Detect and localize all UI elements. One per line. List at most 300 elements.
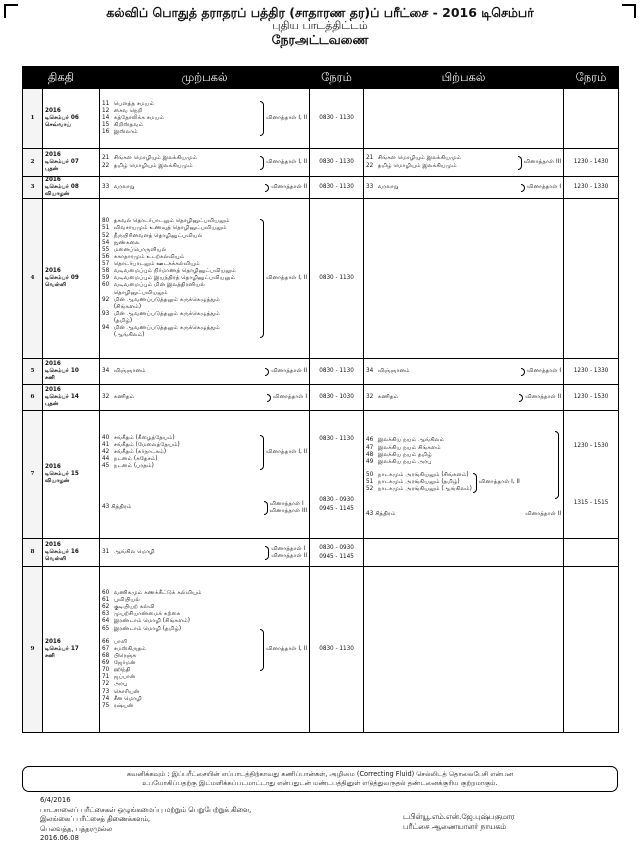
subject-code: 52 <box>102 232 110 239</box>
subject-item <box>102 155 197 162</box>
subject-code: 40 <box>102 434 110 441</box>
subject-item <box>102 653 146 660</box>
afternoon-subjects <box>364 567 564 733</box>
morning-time <box>310 149 364 177</box>
paper-label-b: வினாத்தாள் II <box>271 552 308 559</box>
subject-item <box>366 472 472 479</box>
subject-name: தமிழ் மொழியும் இலக்கியமும் <box>113 162 193 169</box>
subject-code: 72 <box>102 681 110 688</box>
timetable-row <box>23 89 619 149</box>
date-year: 2016 <box>45 387 61 394</box>
morning-group <box>102 182 307 194</box>
morning-subjects <box>100 199 310 359</box>
afternoon-subjects <box>364 199 564 359</box>
notice-line-1: கவனிக்கவும் : இப்பரீட்சையின் எப்பாடத்திற்காவது கணிப்பான்கள், அழிமை (Correcting Fluid) செல்லிடத் தொலைபேசி என்பன <box>126 770 514 778</box>
afternoon-paper <box>520 368 561 376</box>
subject-item <box>102 282 236 289</box>
time-slot: 1230 - 1330 <box>573 368 609 375</box>
subject-item <box>102 626 202 633</box>
date-month-day: டிசெம்பர் 09 <box>45 275 79 282</box>
office-line-2: இலங்கைப் பரீட்சைத் திணைக்களம், <box>40 815 151 824</box>
subject-code: 73 <box>102 688 110 695</box>
paper-label: வினாத்தாள் I, II <box>266 114 308 121</box>
subject-item <box>102 646 146 653</box>
subject-name: புவியியல் <box>113 597 140 603</box>
subject-item <box>102 549 155 556</box>
afternoon-subjects <box>364 89 564 149</box>
subject-name: நீருயிரினவளத் தொழினுட்பவியல் <box>113 232 203 239</box>
col-header-date: திகதி <box>23 67 100 89</box>
morning-extra <box>102 499 307 517</box>
extra-paper <box>263 501 307 515</box>
subject-code: 33 <box>366 183 374 190</box>
subject-name: சமஸ்கிருதம் <box>113 645 146 652</box>
subject-name: வரலாறு <box>113 183 135 190</box>
subject-code: 46 <box>366 437 374 444</box>
afternoon-group <box>366 366 561 378</box>
time-slot: 1230 - 1530 <box>573 442 609 449</box>
subject-code: 34 <box>102 367 110 374</box>
subject-item <box>102 225 236 232</box>
office-line-1: பாடசாலைப் பரீட்சைகள் ஒழுங்கமைப்பு மற்றும் பெறுபேற்றுக் கிளை, <box>40 805 252 814</box>
subject-code: 56 <box>102 253 110 260</box>
subject-code: 42 <box>102 449 110 456</box>
brace-mark <box>521 368 525 376</box>
subject-code: 31 <box>102 548 110 555</box>
morning-subjects <box>100 539 310 567</box>
col-header-time-morning: நேரம் <box>310 67 364 89</box>
subject-code: 63 <box>102 611 110 618</box>
afternoon-subjects <box>364 177 564 199</box>
subject-name: விவசாயமும் உணவுத் தொழினுட்பவியலும் <box>113 225 227 232</box>
date-weekday: செவ்வாய் <box>45 122 72 129</box>
extra-subject <box>366 511 395 518</box>
date-month-day: டிசெம்பர் 07 <box>45 158 79 165</box>
subject-name: மின் ஆவணப்படுத்தலும் சுருக்கெழுத்தும் <box>113 325 220 332</box>
subject-code: 62 <box>102 604 110 611</box>
morning-subject-block <box>102 101 164 137</box>
morning-subjects <box>100 89 310 149</box>
afternoon-paper <box>554 431 561 499</box>
morning-group <box>102 433 307 473</box>
day-number: 9 <box>23 567 43 733</box>
date-year: 2016 <box>45 107 61 114</box>
date-weekday: வியாழன் <box>45 478 70 485</box>
subject-item <box>366 368 410 375</box>
day-number: 5 <box>23 359 43 385</box>
time-slot-a: 0830 - 0930 <box>319 544 354 551</box>
date-year: 2016 <box>45 151 61 158</box>
time-slot: 1230 - 1330 <box>573 184 609 191</box>
date-month-day: டிசெம்பர் 06 <box>45 114 79 121</box>
subject-name: வணிகமும் கணக்கீட்டுக் கல்வியும் <box>113 589 202 596</box>
morning-paper <box>264 184 307 192</box>
morning-subject-block <box>102 549 155 557</box>
afternoon-group <box>366 182 561 194</box>
subject-code: 92 <box>102 296 110 303</box>
subject-name: சங்கீதம் (மேலைத்தேயம்) <box>113 442 180 449</box>
afternoon-time <box>564 89 619 149</box>
morning-paper <box>264 368 307 376</box>
morning-paper <box>266 394 307 402</box>
subject-name: இலக்கிய நயம் சிங்களம் <box>377 444 441 451</box>
brace-mark <box>519 394 523 402</box>
subject-name: வடிவமைப்பும் நிர்மாணத் தொழினுட்பவியலும் <box>113 268 236 275</box>
date-weekday: புதன் <box>45 401 59 408</box>
office-line-3: பெலவத்த, பத்தரமுல்ல <box>40 824 112 833</box>
subject-code: 55 <box>102 246 110 253</box>
subject-item <box>102 394 134 401</box>
subject-item <box>102 696 146 703</box>
subject-name: கிறிஸ்தவம் <box>113 122 144 129</box>
subject-name: இலக்கிய நயம் அரபு <box>377 458 432 465</box>
brace-mark <box>267 394 271 402</box>
subject-code: 21 <box>102 155 110 162</box>
brace-mark <box>264 501 268 515</box>
subject-name: வடிவமைப்பும் மின் இலத்திரனியல் <box>113 282 205 289</box>
date-year: 2016 <box>45 268 61 275</box>
morning-time <box>310 411 364 539</box>
subject-list <box>102 218 236 339</box>
date-weekday: வியாழன் <box>45 191 70 198</box>
subject-code: 60 <box>102 282 110 289</box>
morning-paper <box>259 156 307 170</box>
time-slot: 0830 - 1130 <box>319 184 354 191</box>
afternoon-subjects <box>364 539 564 567</box>
subject-item <box>102 463 180 470</box>
time-slot: 0830 - 1130 <box>319 436 354 443</box>
date-year: 2016 <box>45 639 61 646</box>
morning-subject-block <box>102 590 202 710</box>
exam-date <box>43 539 100 567</box>
time-slot: 0830 - 1130 <box>319 275 354 282</box>
subject-item <box>102 590 202 597</box>
subject-list <box>102 639 146 710</box>
brace-mark <box>260 219 264 338</box>
time-slot: 1230 - 1530 <box>573 394 609 401</box>
exam-date <box>43 89 100 149</box>
afternoon-extra <box>366 509 561 520</box>
signatory <box>403 812 515 833</box>
timetable <box>22 66 619 733</box>
afternoon-paper <box>517 156 561 170</box>
subject-item <box>102 667 146 674</box>
subject-name: தொழினுட்பவியலும் <box>113 289 168 296</box>
subject-name: இலக்கிய நயம் தமிழ் <box>377 451 432 458</box>
subject-list <box>102 590 202 633</box>
morning-group <box>102 392 307 404</box>
subject-code: 12 <box>102 107 110 114</box>
col-header-afternoon: பிற்பகல் <box>364 67 564 89</box>
date-weekday: சனி <box>45 375 55 382</box>
morning-subject-block <box>102 435 180 471</box>
subject-code: 41 <box>102 442 110 449</box>
afternoon-time <box>564 359 619 385</box>
morning-paper <box>259 629 307 671</box>
timetable-heading: நேரஅட்டவணை <box>271 32 369 48</box>
subject-name: நடனம் (சுதேசம்) <box>113 456 158 463</box>
date-month-day: டிசெம்பர் 15 <box>45 471 79 478</box>
subject-code: 47 <box>366 444 374 451</box>
notice-box <box>22 766 618 792</box>
exam-date <box>43 199 100 359</box>
morning-paper <box>259 219 307 338</box>
timetable-row <box>23 177 619 199</box>
afternoon-time <box>564 199 619 359</box>
subject-name: விஞ்ஞானம் <box>113 367 146 374</box>
subject-code: 67 <box>102 645 110 652</box>
morning-subject-block <box>102 218 236 339</box>
date-month-day: டிசெம்பர் 10 <box>45 368 79 375</box>
afternoon-group <box>366 153 561 171</box>
subject-item <box>102 304 236 311</box>
subject-item <box>102 233 236 240</box>
subject-list <box>366 155 461 169</box>
subject-name: பிரெஞ்சு <box>113 652 137 659</box>
subject-code: 21 <box>366 155 374 162</box>
subject-list <box>102 101 164 137</box>
subject-code: 32 <box>366 393 374 400</box>
paper-label-b: வினாத்தாள் III <box>269 507 308 514</box>
subject-name: மனைப்பொருளியல் <box>113 246 167 253</box>
subject-name: சித்திரம் <box>111 504 132 511</box>
afternoon-subject-block <box>366 155 461 169</box>
morning-subject-block <box>102 394 134 402</box>
afternoon-time <box>564 149 619 177</box>
subject-item <box>102 325 236 332</box>
day-number: 1 <box>23 89 43 149</box>
subject-code: 43 <box>102 504 110 511</box>
subject-name: சிங்கள மொழியும் இலக்கியமும் <box>113 155 197 162</box>
afternoon-time <box>564 411 619 539</box>
subject-item <box>102 101 164 108</box>
paper-label: வினாத்தாள் II <box>271 184 308 191</box>
time-slot: 1230 - 1430 <box>573 158 609 165</box>
morning-time <box>310 567 364 733</box>
brace-mark <box>260 101 264 136</box>
paper-label: வினாத்தாள் I, II <box>266 158 308 165</box>
afternoon-time <box>564 567 619 733</box>
date-year: 2016 <box>45 361 61 368</box>
afternoon-subject-block <box>366 184 399 192</box>
exam-date <box>43 385 100 411</box>
brace-mark <box>555 431 559 499</box>
timetable-row <box>23 539 619 567</box>
subject-code: 22 <box>102 162 110 169</box>
afternoon-time <box>564 385 619 411</box>
morning-time <box>310 539 364 567</box>
date-month-day: டிசெம்பர் 16 <box>45 549 79 556</box>
morning-subjects <box>100 359 310 385</box>
exam-date <box>43 149 100 177</box>
subject-item <box>102 597 202 604</box>
morning-time <box>310 385 364 411</box>
time-slot: 0830 - 1130 <box>319 114 354 121</box>
date-weekday: புதன் <box>45 166 59 173</box>
paper-label: வினாத்தாள் I, II <box>266 275 308 282</box>
subject-name: கணிதம் <box>113 393 135 400</box>
subject-name: சங்கீதம் (கர்நாடகம்) <box>113 449 167 456</box>
subject-code: 14 <box>102 114 110 121</box>
brace-mark <box>521 184 525 192</box>
morning-subjects <box>100 567 310 733</box>
subject-item <box>102 618 202 625</box>
paper-label-a: வினாத்தாள் I <box>269 500 304 507</box>
subject-item <box>102 368 146 375</box>
afternoon-subject-block <box>366 368 410 376</box>
subject-item <box>102 311 236 318</box>
afternoon-group <box>366 392 561 404</box>
exam-date <box>43 411 100 539</box>
timetable-row <box>23 385 619 411</box>
time-slot: 0830 - 1130 <box>319 646 354 653</box>
subject-list <box>366 472 472 493</box>
morning-group <box>102 216 307 341</box>
subject-name: மின் ஆவணப்படுத்தலும் சுருக்கெழுத்தும் <box>113 310 220 317</box>
afternoon-paper <box>518 394 561 402</box>
timetable-body <box>23 89 619 733</box>
subject-item <box>366 163 461 170</box>
paper-label: வினாத்தாள் III <box>523 158 562 165</box>
date-weekday: சனி <box>45 653 55 660</box>
subject-name: தொடர்பாடலும் ஊடகக்கல்வியும் <box>113 261 200 268</box>
subject-code: 94 <box>102 325 110 332</box>
paper-label: வினாத்தாள் II <box>271 368 308 375</box>
morning-subject-block <box>102 155 197 169</box>
morning-group <box>102 544 307 562</box>
subject-item <box>102 604 202 611</box>
extra-subject <box>102 504 131 511</box>
subject-code: 71 <box>102 674 110 681</box>
subject-code: 50 <box>366 471 374 478</box>
paper-labels <box>271 546 307 560</box>
subject-code: 33 <box>102 183 110 190</box>
brace-mark <box>473 473 477 493</box>
subject-code: 93 <box>102 310 110 317</box>
syllabus-label: புதிய பாடத்திட்டம் <box>272 19 368 33</box>
subject-code: 43 <box>366 511 374 518</box>
subject-item <box>102 240 236 247</box>
col-header-time-afternoon: நேரம் <box>564 67 619 89</box>
afternoon-subjects <box>364 149 564 177</box>
brace-mark <box>260 629 264 671</box>
subject-list <box>102 394 134 401</box>
timetable-row <box>23 411 619 539</box>
subject-item <box>366 479 472 486</box>
time-slot-b: 0945 - 1145 <box>319 553 354 560</box>
office-line-4: 2016.06.08 <box>40 834 79 843</box>
paper-label: வினாத்தாள் I <box>527 368 562 375</box>
day-number: 2 <box>23 149 43 177</box>
brace-mark <box>260 156 264 170</box>
subject-item <box>102 247 236 254</box>
subject-name: அரபு <box>113 681 128 688</box>
issue-date: 6/4/2016 <box>40 796 71 804</box>
subject-item <box>102 108 164 115</box>
subject-name: பாளி <box>113 638 128 645</box>
subject-name: விஞ்ஞானம் <box>377 367 410 374</box>
subject-name: மின் ஆவணப்படுத்தலும் சுருக்கெழுத்தும் <box>113 296 220 303</box>
subject-list <box>366 368 410 375</box>
morning-subject-block <box>102 368 146 376</box>
subject-name: தகவல் தொடர்பாடலும் தொழினுட்பவியலும் <box>113 218 230 225</box>
morning-subjects <box>100 411 310 539</box>
timetable-row <box>23 567 619 733</box>
subject-name: (தமிழ்) <box>113 318 133 325</box>
subject-item <box>366 452 444 459</box>
subject-name: முயற்சியாண்மைக் கற்கை <box>113 611 181 618</box>
subject-name: (சிங்களம்) <box>113 303 142 310</box>
time-slot: 0830 - 1130 <box>319 158 354 165</box>
subject-item <box>102 435 180 442</box>
subject-name: இஸ்லாம் <box>113 129 138 136</box>
paper-labels <box>270 501 307 515</box>
subject-code: 48 <box>366 451 374 458</box>
subject-list <box>366 437 444 466</box>
afternoon-subjects <box>364 411 564 539</box>
subject-name: இரண்டாம் மொழி (தமிழ்) <box>113 625 182 632</box>
morning-paper <box>259 435 307 470</box>
morning-subjects <box>100 177 310 199</box>
date-month-day: டிசெம்பர் 17 <box>45 646 79 653</box>
office-address <box>40 796 251 844</box>
afternoon-time <box>564 177 619 199</box>
exam-title: கல்விப் பொதுத் தராதரப் பத்திர (சாதாரண தர)ப் பரீட்சை - 2016 டிசெம்பர் <box>106 5 534 20</box>
subject-code: 61 <box>102 597 110 603</box>
subject-code: 75 <box>102 702 110 709</box>
subject-item <box>366 486 472 493</box>
subject-code: 51 <box>102 225 110 232</box>
time-slot-a: 0830 - 0930 <box>319 497 354 504</box>
subject-name: சீன மொழி <box>113 695 142 702</box>
morning-group <box>102 366 307 378</box>
afternoon-paper <box>520 184 561 192</box>
subject-name: ஜப்பான் <box>113 674 136 681</box>
date-month-day: டிசெம்பர் 08 <box>45 184 79 191</box>
subject-name: நுண்கலை <box>113 239 140 246</box>
subject-code: 57 <box>102 261 110 268</box>
subject-name: வரலாறு <box>377 183 399 190</box>
subject-code: 22 <box>366 162 374 169</box>
brace-mark <box>265 368 269 376</box>
subject-name: நாடகமும் அரங்கியலும் (தமிழ்) <box>377 479 460 485</box>
subject-code: 52 <box>366 486 374 493</box>
day-number: 7 <box>23 411 43 539</box>
morning-time <box>310 199 364 359</box>
brace-mark <box>518 156 522 170</box>
notice-line-2: உபயோகிப்பதற்கு இடமளிக்கப்படமாட்டாது என்பதுடன் மண்டபத்தினுள் எடுத்துவருதல் தண்டனைக்குரிய குற்றமாகும். <box>142 778 498 787</box>
subject-item <box>102 115 164 122</box>
afternoon-subject-block <box>366 394 398 402</box>
paper-label: வினாத்தாள் I, II <box>266 449 308 456</box>
day-number: 8 <box>23 539 43 567</box>
time-slot-b: 0945 - 1145 <box>319 506 354 513</box>
time-slot-b: 1315 - 1515 <box>573 499 609 506</box>
subject-name: ஹிந்தி <box>113 667 131 674</box>
subject-name: கணிதம் <box>377 393 399 400</box>
subject-item <box>366 155 461 162</box>
exam-date <box>43 359 100 385</box>
subject-item <box>102 681 146 688</box>
signatory-name: டபிள்யூ.எம்.என்.ஜே.புஷ்பகுமார <box>403 812 515 821</box>
subject-name: கொரியன் <box>113 688 140 695</box>
subject-code: 59 <box>102 275 110 282</box>
subject-item <box>102 290 236 297</box>
timetable-row <box>23 149 619 177</box>
subject-code: 74 <box>102 695 110 702</box>
subject-item <box>102 456 180 463</box>
subject-code: 60 <box>102 589 110 596</box>
